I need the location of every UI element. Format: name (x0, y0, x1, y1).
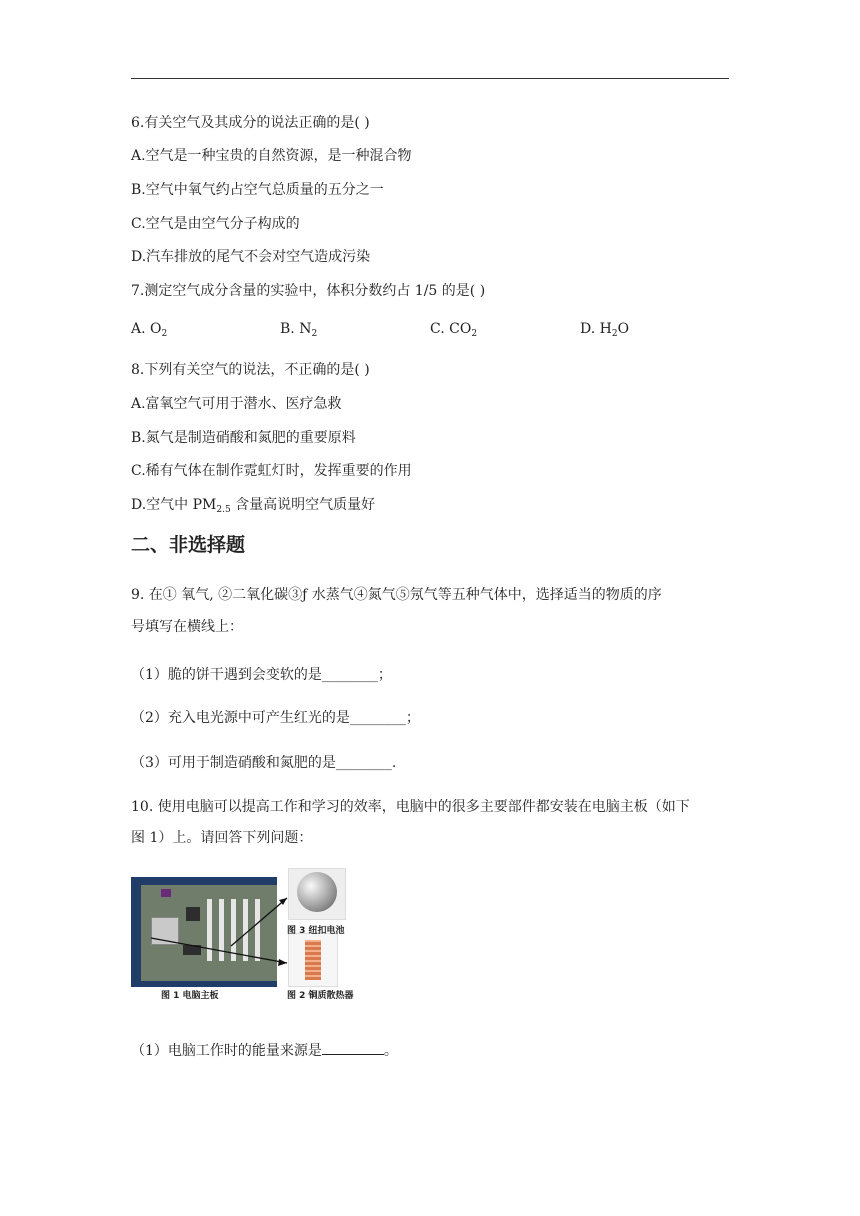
q6-option-d: D.汽车排放的尾气不会对空气造成污染 (131, 249, 371, 265)
q10-stem-line1: 10. 使用电脑可以提高工作和学习的效率，电脑中的很多主要部件都安装在电脑主板（如下 (131, 799, 690, 815)
q7-option-c (430, 320, 477, 338)
q8-d-text: D.空气中 PM (131, 497, 217, 513)
answer-blank (322, 1041, 384, 1055)
q10-part1 (131, 1041, 398, 1060)
section-heading: 二、非选择题 (131, 534, 246, 556)
fig2-caption: 图 2 铜质散热器 (287, 991, 354, 1001)
q6-stem: 6.有关空气及其成分的说法正确的是( ) (131, 115, 370, 131)
q7-b-sub: 2 (311, 329, 318, 339)
q9-stem-line2: 号填写在横线上： (131, 619, 243, 635)
q9-part1: （1）脆的饼干遇到会变软的是________； (131, 667, 392, 683)
q8-option-b: B.氮气是制造硝酸和氮肥的重要原料 (131, 430, 356, 446)
q7-option-a (131, 320, 167, 338)
q10-part1-text: （1）电脑工作时的能量来源是 (131, 1043, 322, 1059)
fig1-caption: 图 1 电脑主板 (161, 991, 219, 1001)
q9-part2: （2）充入电光源中可产生红光的是________； (131, 710, 420, 726)
computer-figure (131, 868, 371, 1003)
q7-b-text: B. N (280, 321, 312, 337)
q9-part3: （3）可用于制造硝酸和氮肥的是________. (131, 755, 397, 771)
q8-stem: 8.下列有关空气的说法，不正确的是( ) (131, 362, 370, 378)
header-rule (131, 78, 729, 79)
q7-option-d (580, 320, 629, 338)
q8-option-d (131, 496, 375, 514)
q6-option-c: C.空气是由空气分子构成的 (131, 216, 300, 232)
q7-stem: 7.测定空气成分含量的实验中，体积分数约占 1/5 的是( ) (131, 283, 486, 299)
q7-c-text: C. CO (430, 321, 472, 337)
fig3-caption: 图 3 纽扣电池 (287, 926, 345, 936)
q7-a-text: A. O (131, 321, 162, 337)
q8-d-suffix: 含量高说明空气质量好 (230, 497, 376, 513)
q7-d-suffix: O (617, 321, 630, 337)
q7-option-b (280, 320, 317, 338)
q6-option-a: A.空气是一种宝贵的自然资源，是一种混合物 (131, 148, 412, 164)
q8-option-c: C.稀有气体在制作霓虹灯时，发挥重要的作用 (131, 463, 412, 479)
q7-c-sub: 2 (471, 329, 478, 339)
q7-a-sub: 2 (161, 329, 168, 339)
q7-d-sub: 2 (611, 329, 618, 339)
q8-d-sub: 2.5 (216, 505, 231, 515)
q7-d-text: D. H (580, 321, 612, 337)
q9-stem-line1: 9. 在① 氧气, ②二氧化碳③ƒ 水蒸气④氮气⑤氖气等五种气体中，选择适当的物质的序 (131, 587, 662, 603)
q6-option-b: B.空气中氧气约占空气总质量的五分之一 (131, 182, 384, 198)
q10-stem-line2: 图 1）上。请回答下列问题： (131, 830, 313, 846)
q10-part1-suffix: 。 (383, 1043, 398, 1059)
q8-option-a: A.富氧空气可用于潜水、医疗急救 (131, 396, 342, 412)
